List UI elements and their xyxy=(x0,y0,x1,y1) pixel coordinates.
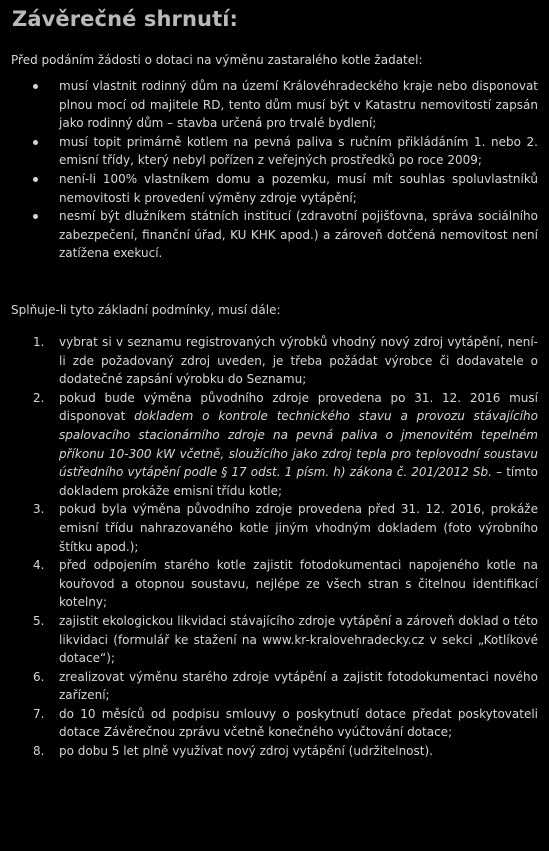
step-item xyxy=(0,612,549,668)
step-number: 8. xyxy=(33,744,45,759)
page-title: Závěrečné shrnutí: xyxy=(12,7,239,31)
step-item xyxy=(0,333,549,389)
step-item xyxy=(0,556,549,612)
step-number: 1. xyxy=(33,335,45,349)
steps-list xyxy=(0,333,549,761)
bullet-icon xyxy=(33,84,38,89)
step-item xyxy=(0,668,549,705)
step-text: do 10 měsíců od podpisu smlouvy o poskytnutí dotace předat poskytovateli dotace Závěrečnou zprávu včetně konečného vyúčtování dotace; xyxy=(59,706,538,740)
step-text: zajistit ekologickou likvidaci stávajícího zdroje vytápění a zároveň doklad o této likvidaci (formulář ke stažení na www.kr-kralovehradecky.cz v sekci „Kotlíkové dotace“); xyxy=(59,613,538,666)
followup-paragraph: Splňuje-li tyto základní podmínky, musí dále: xyxy=(11,303,281,317)
bullet-icon xyxy=(33,214,38,219)
condition-text: musí topit primárně kotlem na pevná paliva s ručním přikládáním 1. nebo 2. emisní třídy, který nebyl pořízen z veřejných prostředků po roce 2009; xyxy=(59,134,538,168)
step-text: pokud byla výměna původního zdroje provedena před 31. 12. 2016, prokáže emisní třídu nahrazovaného kotle jiným vhodným dokladem (foto výrobního štítku apod.); xyxy=(59,502,538,554)
step-item xyxy=(0,705,549,742)
step-item xyxy=(0,389,549,501)
step-number: 7. xyxy=(33,706,45,721)
step-text: zrealizovat výměnu starého zdroje vytápění a zajistit fotodokumentaci nového zařízení; xyxy=(59,669,538,703)
step-text: před odpojením starého kotle zajistit fotodokumentaci napojeného kotle na kouřovod a otopnou soustavu, nejlépe ze všech stran s čitelnou identifikací kotelny; xyxy=(59,558,538,610)
condition-item xyxy=(0,170,549,207)
step-text: vybrat si v seznamu registrovaných výrobků vhodný nový zdroj vytápění, není-li zde požadovaný zdroj uveden, je třeba požádat výrobce či dodavatele o dodatečné zapsání výrobku do Seznamu; xyxy=(59,335,538,387)
step-text-italic: dokladem o kontrole technického stavu a provozu stávajícího spalovacího stacionárního zdroje na pevná paliva o jmenovitém tepelném příkonu 10-300 kW včetně, sloužícího jako zdroj tepla pro teplovodní soustavu ústředního vytápění podle § 17 odst. 1 písm. h) zákona č. 201/2012 Sb. xyxy=(59,409,538,480)
step-number: 6. xyxy=(33,669,45,684)
bullet-icon xyxy=(33,177,38,182)
condition-item xyxy=(0,133,549,170)
step-text: – tímto dokladem prokáže emisní třídu kotle; xyxy=(59,465,538,498)
condition-item xyxy=(0,77,549,133)
step-number: 4. xyxy=(33,558,45,573)
condition-text: nesmí být dlužníkem státních institucí (zdravotní pojišťovna, správa sociálního zabezpečení, finanční úřad, KU KHK apod.) a zároveň dotčená nemovitost není zatížena exekucí. xyxy=(59,209,538,261)
condition-text: musí vlastnit rodinný dům na území Královéhradeckého kraje nebo disponovat plnou mocí od majitele RD, tento dům musí být v Katastru nemovitostí zapsán jako rodinný dům – stavba určená pro trvalé bydlení; xyxy=(59,79,538,131)
step-number: 5. xyxy=(33,613,45,628)
step-text: po dobu 5 let plně využívat nový zdroj vytápění (udržitelnost). xyxy=(59,744,433,759)
step-item xyxy=(0,500,549,556)
step-text: pokud bude výměna původního zdroje provedena po 31. 12. 2016 musí disponovat xyxy=(59,390,538,424)
step-number: 3. xyxy=(33,502,45,517)
step-number: 2. xyxy=(33,390,45,405)
step-item xyxy=(0,742,549,761)
bullet-icon xyxy=(33,140,38,145)
condition-text: není-li 100% vlastníkem domu a pozemku, musí mít souhlas spoluvlastníků nemovitosti k provedení výměny zdroje vytápění; xyxy=(59,171,538,205)
conditions-list xyxy=(0,77,549,263)
intro-paragraph: Před podáním žádosti o dotaci na výměnu zastaralého kotle žadatel: xyxy=(11,53,423,67)
condition-item xyxy=(0,207,549,263)
